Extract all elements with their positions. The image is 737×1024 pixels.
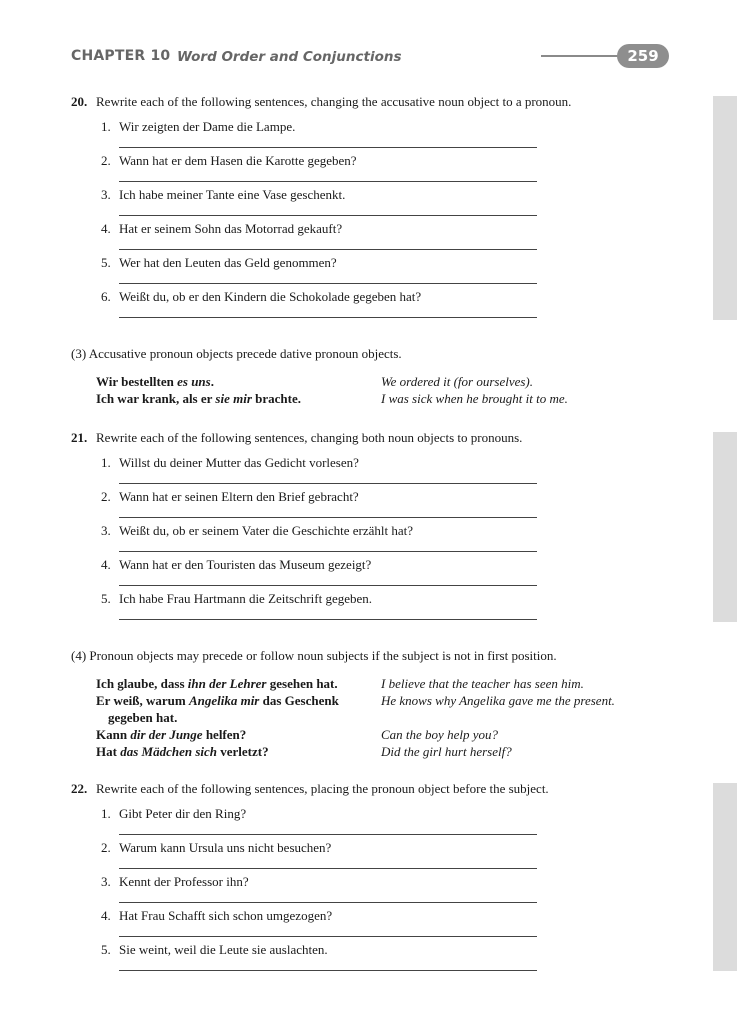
- item-sentence: Wann hat er den Touristen das Museum gezeigt?: [119, 557, 372, 572]
- item-number: 6.: [101, 289, 111, 304]
- item-number: 4.: [101, 908, 111, 923]
- example-part: Ich glaube, dass: [96, 676, 188, 691]
- answer-line[interactable]: [119, 215, 537, 216]
- item-sentence: Weißt du, ob er den Kindern die Schokolade gegeben hat?: [119, 289, 422, 304]
- item-sentence: Ich habe Frau Hartmann die Zeitschrift gegeben.: [119, 591, 373, 606]
- example-part: verletzt?: [217, 744, 269, 759]
- example-part: Wir bestellten: [96, 374, 178, 389]
- example-english: We ordered it (for ourselves).: [381, 374, 534, 389]
- example-german: [96, 727, 246, 743]
- item-number: 2.: [101, 840, 111, 855]
- example-part: gesehen hat.: [266, 676, 338, 691]
- answer-line[interactable]: [119, 970, 537, 971]
- answer-line[interactable]: [119, 619, 537, 620]
- side-tab: [713, 96, 737, 320]
- answer-line[interactable]: [119, 181, 537, 182]
- example-english: He knows why Angelika gave me the present.: [381, 693, 615, 708]
- grammar-rule: (3) Accusative pronoun objects precede dative pronoun objects.: [71, 346, 402, 361]
- item-sentence: Gibt Peter dir den Ring?: [119, 806, 247, 821]
- example-part: Ich war krank, als er: [96, 391, 216, 406]
- example-part: brachte.: [251, 391, 302, 406]
- item-sentence: Kennt der Professor ihn?: [119, 874, 249, 889]
- example-part: das Geschenk: [259, 693, 339, 708]
- item-sentence: Warum kann Ursula uns nicht besuchen?: [119, 840, 332, 855]
- item-number: 2.: [101, 489, 111, 504]
- answer-line[interactable]: [119, 585, 537, 586]
- example-german: [96, 676, 338, 692]
- item-number: 5.: [101, 942, 111, 957]
- item-number: 5.: [101, 255, 111, 270]
- answer-line[interactable]: [119, 517, 537, 518]
- example-part: Kann: [96, 727, 131, 742]
- item-sentence: Wann hat er seinen Eltern den Brief gebracht?: [119, 489, 359, 504]
- exercise-number: 21.: [71, 430, 88, 445]
- item-number: 2.: [101, 153, 111, 168]
- example-english: Can the boy help you?: [381, 727, 498, 742]
- item-number: 4.: [101, 221, 111, 236]
- answer-line[interactable]: [119, 834, 537, 835]
- example-highlight: es uns: [177, 374, 211, 389]
- item-sentence: Weißt du, ob er seinem Vater die Geschichte erzählt hat?: [119, 523, 413, 538]
- example-german: [96, 391, 301, 407]
- answer-line[interactable]: [119, 317, 537, 318]
- item-sentence: Wer hat den Leuten das Geld genommen?: [119, 255, 337, 270]
- item-sentence: Willst du deiner Mutter das Gedicht vorlesen?: [119, 455, 359, 470]
- example-highlight: Angelika mir: [188, 693, 260, 708]
- side-tab: [713, 432, 737, 622]
- item-sentence: Wir zeigten der Dame die Lampe.: [119, 119, 296, 134]
- item-number: 1.: [101, 806, 111, 821]
- example-english: I believe that the teacher has seen him.: [381, 676, 584, 691]
- item-number: 4.: [101, 557, 111, 572]
- example-english: I was sick when he brought it to me.: [381, 391, 568, 406]
- item-number: 5.: [101, 591, 111, 606]
- exercise-number: 20.: [71, 94, 88, 109]
- item-sentence: Sie weint, weil die Leute sie auslachten.: [119, 942, 328, 957]
- example-german: [96, 374, 214, 390]
- answer-line[interactable]: [119, 283, 537, 284]
- item-sentence: Wann hat er dem Hasen die Karotte gegeben?: [119, 153, 357, 168]
- exercise-instruction: Rewrite each of the following sentences, changing the accusative noun object to a pronoun.: [96, 94, 572, 109]
- example-highlight: das Mädchen sich: [120, 744, 217, 759]
- item-sentence: Hat Frau Schafft sich schon umgezogen?: [119, 908, 333, 923]
- item-sentence: Ich habe meiner Tante eine Vase geschenkt.: [119, 187, 346, 202]
- example-part: Er weiß, warum: [96, 693, 189, 708]
- example-highlight: sie mir: [215, 391, 252, 406]
- example-german: [96, 744, 269, 760]
- chapter-label: CHAPTER 10: [71, 48, 171, 64]
- example-german: [96, 693, 339, 709]
- item-number: 1.: [101, 119, 111, 134]
- side-tab: [713, 783, 737, 971]
- item-number: 3.: [101, 187, 111, 202]
- grammar-rule: (4) Pronoun objects may precede or follow noun subjects if the subject is not in first position.: [71, 648, 557, 663]
- item-sentence: Hat er seinem Sohn das Motorrad gekauft?: [119, 221, 343, 236]
- item-number: 3.: [101, 874, 111, 889]
- chapter-title: Word Order and Conjunctions: [177, 49, 402, 65]
- example-part: .: [210, 374, 214, 389]
- example-german-continued: gegeben hat.: [108, 710, 178, 725]
- example-english: Did the girl hurt herself?: [381, 744, 512, 759]
- answer-line[interactable]: [119, 249, 537, 250]
- answer-line[interactable]: [119, 902, 537, 903]
- answer-line[interactable]: [119, 551, 537, 552]
- answer-line[interactable]: [119, 868, 537, 869]
- example-part: Hat: [96, 744, 121, 759]
- example-highlight: ihn der Lehrer: [187, 676, 267, 691]
- answer-line[interactable]: [119, 147, 537, 148]
- item-number: 3.: [101, 523, 111, 538]
- exercise-number: 22.: [71, 781, 88, 796]
- page-number: 259: [617, 44, 669, 68]
- exercise-instruction: Rewrite each of the following sentences, placing the pronoun object before the subject.: [96, 781, 549, 796]
- answer-line[interactable]: [119, 936, 537, 937]
- example-highlight: dir der Junge: [130, 727, 203, 742]
- exercise-instruction: Rewrite each of the following sentences, changing both noun objects to pronouns.: [96, 430, 523, 445]
- answer-line[interactable]: [119, 483, 537, 484]
- example-part: helfen?: [202, 727, 247, 742]
- item-number: 1.: [101, 455, 111, 470]
